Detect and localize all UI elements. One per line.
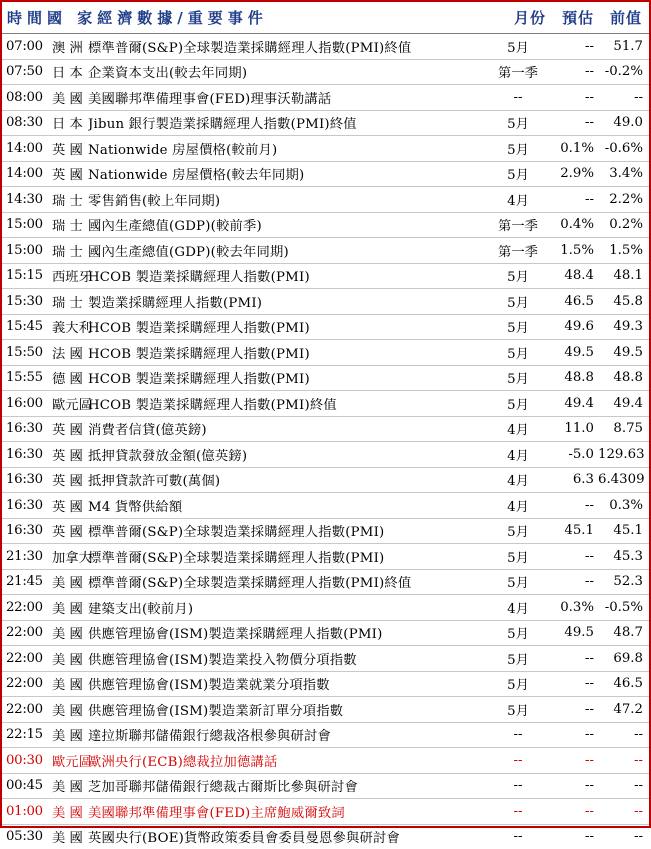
row-previous: 45.1 bbox=[598, 523, 649, 538]
row-event: 建築支出(較前月) bbox=[88, 598, 488, 617]
row-forecast: 0.1% bbox=[548, 141, 598, 156]
table-row bbox=[2, 417, 649, 443]
header-month: 月份 bbox=[507, 7, 553, 28]
row-time: 00:30 bbox=[2, 753, 52, 768]
table-row bbox=[2, 187, 649, 213]
row-time: 15:55 bbox=[2, 370, 52, 385]
row-month: -- bbox=[488, 829, 548, 844]
row-time: 14:00 bbox=[2, 166, 52, 181]
table-row bbox=[2, 570, 649, 596]
row-time: 08:30 bbox=[2, 115, 52, 130]
row-month: 第一季 bbox=[488, 215, 548, 234]
row-country: 法 國 bbox=[52, 343, 88, 362]
row-time: 16:30 bbox=[2, 472, 52, 487]
row-forecast: -- bbox=[548, 549, 598, 564]
row-previous: 6.4309 bbox=[598, 472, 649, 487]
row-country: 加拿大 bbox=[52, 547, 88, 566]
row-previous: -- bbox=[598, 727, 649, 742]
row-country: 瑞 士 bbox=[52, 190, 88, 209]
row-forecast: -- bbox=[548, 574, 598, 589]
row-country: 瑞 士 bbox=[52, 292, 88, 311]
row-previous: -- bbox=[598, 804, 649, 819]
row-time: 22:00 bbox=[2, 625, 52, 640]
row-event: HCOB 製造業採購經理人指數(PMI) bbox=[88, 343, 488, 362]
row-month: 5月 bbox=[488, 572, 548, 591]
row-country: 英 國 bbox=[52, 470, 88, 489]
row-forecast: -- bbox=[548, 804, 598, 819]
row-event: Nationwide 房屋價格(較前月) bbox=[88, 139, 488, 158]
row-event: HCOB 製造業採購經理人指數(PMI) bbox=[88, 368, 488, 387]
table-row bbox=[2, 544, 649, 570]
table-row bbox=[2, 697, 649, 723]
row-previous: 48.8 bbox=[598, 370, 649, 385]
row-previous: 49.5 bbox=[598, 345, 649, 360]
row-previous: 49.3 bbox=[598, 319, 649, 334]
row-previous: 0.3% bbox=[598, 498, 649, 513]
row-forecast: 6.3 bbox=[548, 472, 598, 487]
row-previous: -0.2% bbox=[598, 64, 649, 79]
row-time: 15:30 bbox=[2, 294, 52, 309]
table-row bbox=[2, 595, 649, 621]
row-forecast: -- bbox=[548, 676, 598, 691]
row-previous: 48.7 bbox=[598, 625, 649, 640]
table-row bbox=[2, 162, 649, 188]
table-row bbox=[2, 723, 649, 749]
table-row bbox=[2, 621, 649, 647]
row-event: 國內生產總值(GDP)(較前季) bbox=[88, 215, 488, 234]
row-event: HCOB 製造業採購經理人指數(PMI) bbox=[88, 317, 488, 336]
row-month: 5月 bbox=[488, 674, 548, 693]
row-forecast: 2.9% bbox=[548, 166, 598, 181]
row-time: 22:15 bbox=[2, 727, 52, 742]
row-month: 5月 bbox=[488, 343, 548, 362]
row-time: 15:00 bbox=[2, 243, 52, 258]
table-row bbox=[2, 315, 649, 341]
row-country: 美 國 bbox=[52, 598, 88, 617]
row-month: 5月 bbox=[488, 700, 548, 719]
table-row bbox=[2, 34, 649, 60]
row-country: 美 國 bbox=[52, 572, 88, 591]
row-forecast: -- bbox=[548, 498, 598, 513]
row-time: 15:00 bbox=[2, 217, 52, 232]
row-country: 英 國 bbox=[52, 419, 88, 438]
row-previous: 52.3 bbox=[598, 574, 649, 589]
table-row bbox=[2, 825, 649, 849]
row-country: 歐元區 bbox=[52, 394, 88, 413]
row-forecast: 46.5 bbox=[548, 294, 598, 309]
row-previous: 69.8 bbox=[598, 651, 649, 666]
row-forecast: 49.6 bbox=[548, 319, 598, 334]
row-country: 歐元區 bbox=[52, 751, 88, 770]
row-month: 第一季 bbox=[488, 62, 548, 81]
table-row bbox=[2, 646, 649, 672]
row-event: 國內生產總值(GDP)(較去年同期) bbox=[88, 241, 488, 260]
row-month: -- bbox=[488, 804, 548, 819]
row-country: 英 國 bbox=[52, 496, 88, 515]
row-month: 5月 bbox=[488, 394, 548, 413]
table-body bbox=[2, 34, 649, 849]
row-event: Nationwide 房屋價格(較去年同期) bbox=[88, 164, 488, 183]
row-country: 英 國 bbox=[52, 139, 88, 158]
table-row bbox=[2, 111, 649, 137]
row-month: 5月 bbox=[488, 139, 548, 158]
header-previous: 前值 bbox=[603, 7, 649, 28]
row-month: 5月 bbox=[488, 521, 548, 540]
row-month: 4月 bbox=[488, 470, 548, 489]
row-event: 抵押貸款許可數(萬個) bbox=[88, 470, 488, 489]
row-country: 義大利 bbox=[52, 317, 88, 336]
row-previous: 48.1 bbox=[598, 268, 649, 283]
row-event: 標準普爾(S&P)全球製造業採購經理人指數(PMI)終值 bbox=[88, 37, 488, 56]
row-event: 英國央行(BOE)貨幣政策委員會委員曼恩參與研討會 bbox=[88, 827, 488, 846]
row-time: 08:00 bbox=[2, 90, 52, 105]
row-forecast: 1.5% bbox=[548, 243, 598, 258]
row-time: 07:50 bbox=[2, 64, 52, 79]
row-forecast: 48.4 bbox=[548, 268, 598, 283]
row-previous: 51.7 bbox=[598, 39, 649, 54]
table-header bbox=[2, 2, 649, 34]
table-row bbox=[2, 213, 649, 239]
row-time: 22:00 bbox=[2, 676, 52, 691]
row-forecast: -- bbox=[548, 727, 598, 742]
row-event: 歐洲央行(ECB)總裁拉加德講話 bbox=[88, 751, 488, 770]
row-event: 標準普爾(S&P)全球製造業採購經理人指數(PMI) bbox=[88, 547, 488, 566]
row-month: -- bbox=[488, 90, 548, 105]
row-month: 5月 bbox=[488, 368, 548, 387]
row-month: 5月 bbox=[488, 649, 548, 668]
row-forecast: -- bbox=[548, 778, 598, 793]
row-event: 標準普爾(S&P)全球製造業採購經理人指數(PMI)終值 bbox=[88, 572, 488, 591]
row-previous: -- bbox=[598, 778, 649, 793]
row-country: 美 國 bbox=[52, 725, 88, 744]
row-month: 第一季 bbox=[488, 241, 548, 260]
row-forecast: -- bbox=[548, 192, 598, 207]
row-time: 01:00 bbox=[2, 804, 52, 819]
row-event: M4 貨幣供給額 bbox=[88, 496, 488, 515]
row-forecast: 0.3% bbox=[548, 600, 598, 615]
table-row bbox=[2, 493, 649, 519]
row-forecast: 48.8 bbox=[548, 370, 598, 385]
row-month: 4月 bbox=[488, 496, 548, 515]
row-time: 15:45 bbox=[2, 319, 52, 334]
row-month: 5月 bbox=[488, 547, 548, 566]
row-month: 5月 bbox=[488, 37, 548, 56]
row-country: 美 國 bbox=[52, 700, 88, 719]
row-previous: 0.2% bbox=[598, 217, 649, 232]
row-country: 美 國 bbox=[52, 674, 88, 693]
table-row bbox=[2, 519, 649, 545]
row-forecast: -- bbox=[548, 115, 598, 130]
row-previous: 8.75 bbox=[598, 421, 649, 436]
row-country: 英 國 bbox=[52, 445, 88, 464]
table-row bbox=[2, 366, 649, 392]
row-country: 德 國 bbox=[52, 368, 88, 387]
table-row bbox=[2, 468, 649, 494]
row-month: -- bbox=[488, 727, 548, 742]
row-time: 22:00 bbox=[2, 600, 52, 615]
table-row bbox=[2, 85, 649, 111]
row-previous: 45.3 bbox=[598, 549, 649, 564]
row-month: 5月 bbox=[488, 623, 548, 642]
row-month: 5月 bbox=[488, 164, 548, 183]
row-forecast: 49.5 bbox=[548, 625, 598, 640]
row-month: 5月 bbox=[488, 266, 548, 285]
row-previous: 45.8 bbox=[598, 294, 649, 309]
row-forecast: 0.4% bbox=[548, 217, 598, 232]
row-event: 企業資本支出(較去年同期) bbox=[88, 62, 488, 81]
row-country: 瑞 士 bbox=[52, 215, 88, 234]
row-forecast: -- bbox=[548, 829, 598, 844]
row-time: 21:30 bbox=[2, 549, 52, 564]
row-event: 供應管理協會(ISM)製造業投入物價分項指數 bbox=[88, 649, 488, 668]
row-time: 07:00 bbox=[2, 39, 52, 54]
row-time: 05:30 bbox=[2, 829, 52, 844]
row-previous: 49.4 bbox=[598, 396, 649, 411]
row-country: 英 國 bbox=[52, 521, 88, 540]
table-row bbox=[2, 238, 649, 264]
row-country: 美 國 bbox=[52, 827, 88, 846]
row-event: 供應管理協會(ISM)製造業採購經理人指數(PMI) bbox=[88, 623, 488, 642]
row-country: 日 本 bbox=[52, 62, 88, 81]
row-forecast: 49.5 bbox=[548, 345, 598, 360]
row-month: 5月 bbox=[488, 292, 548, 311]
row-country: 澳 洲 bbox=[52, 37, 88, 56]
row-country: 西班牙 bbox=[52, 266, 88, 285]
row-time: 15:15 bbox=[2, 268, 52, 283]
row-country: 美 國 bbox=[52, 623, 88, 642]
row-time: 22:00 bbox=[2, 702, 52, 717]
row-forecast: -- bbox=[548, 64, 598, 79]
row-previous: 129.63 bbox=[598, 447, 649, 462]
row-previous: -0.5% bbox=[598, 600, 649, 615]
row-event: 美國聯邦準備理事會(FED)主席鮑威爾致詞 bbox=[88, 802, 488, 821]
row-forecast: -- bbox=[548, 651, 598, 666]
row-forecast: -- bbox=[548, 753, 598, 768]
row-country: 瑞 士 bbox=[52, 241, 88, 260]
row-event: 消費者信貸(億英鎊) bbox=[88, 419, 488, 438]
table-row bbox=[2, 442, 649, 468]
row-time: 14:00 bbox=[2, 141, 52, 156]
row-event: 達拉斯聯邦儲備銀行總裁洛根參與研討會 bbox=[88, 725, 488, 744]
table-row bbox=[2, 672, 649, 698]
row-time: 22:00 bbox=[2, 651, 52, 666]
table-row bbox=[2, 60, 649, 86]
table-row bbox=[2, 748, 649, 774]
row-month: 5月 bbox=[488, 317, 548, 336]
row-forecast: -- bbox=[548, 702, 598, 717]
row-event: 供應管理協會(ISM)製造業新訂單分項指數 bbox=[88, 700, 488, 719]
row-forecast: 49.4 bbox=[548, 396, 598, 411]
row-previous: -- bbox=[598, 90, 649, 105]
table-row bbox=[2, 391, 649, 417]
row-forecast: 11.0 bbox=[548, 421, 598, 436]
row-time: 15:50 bbox=[2, 345, 52, 360]
row-month: 4月 bbox=[488, 598, 548, 617]
row-country: 英 國 bbox=[52, 164, 88, 183]
row-event: 抵押貸款發放金額(億英鎊) bbox=[88, 445, 488, 464]
row-time: 21:45 bbox=[2, 574, 52, 589]
row-time: 00:45 bbox=[2, 778, 52, 793]
row-month: 4月 bbox=[488, 445, 548, 464]
row-previous: 2.2% bbox=[598, 192, 649, 207]
table-row bbox=[2, 340, 649, 366]
row-country: 日 本 bbox=[52, 113, 88, 132]
row-month: 4月 bbox=[488, 419, 548, 438]
table-row bbox=[2, 264, 649, 290]
row-time: 16:30 bbox=[2, 447, 52, 462]
row-month: 5月 bbox=[488, 113, 548, 132]
row-event: HCOB 製造業採購經理人指數(PMI) bbox=[88, 266, 488, 285]
row-previous: -0.6% bbox=[598, 141, 649, 156]
header-time-country-event: 時間國 家經濟數據/重要事件 bbox=[7, 7, 507, 28]
row-month: -- bbox=[488, 753, 548, 768]
row-forecast: 45.1 bbox=[548, 523, 598, 538]
row-event: HCOB 製造業採購經理人指數(PMI)終值 bbox=[88, 394, 488, 413]
row-time: 14:30 bbox=[2, 192, 52, 207]
row-previous: 3.4% bbox=[598, 166, 649, 181]
row-event: 美國聯邦準備理事會(FED)理事沃勒講話 bbox=[88, 88, 488, 107]
table-row bbox=[2, 289, 649, 315]
table-row bbox=[2, 136, 649, 162]
row-event: 供應管理協會(ISM)製造業就業分項指數 bbox=[88, 674, 488, 693]
row-previous: 1.5% bbox=[598, 243, 649, 258]
row-event: 標準普爾(S&P)全球製造業採購經理人指數(PMI) bbox=[88, 521, 488, 540]
row-country: 美 國 bbox=[52, 802, 88, 821]
row-month: 4月 bbox=[488, 190, 548, 209]
header-forecast: 預估 bbox=[553, 7, 603, 28]
row-time: 16:30 bbox=[2, 421, 52, 436]
row-event: 芝加哥聯邦儲備銀行總裁古爾斯比參與研討會 bbox=[88, 776, 488, 795]
row-forecast: -- bbox=[548, 90, 598, 105]
row-event: 製造業採購經理人指數(PMI) bbox=[88, 292, 488, 311]
row-country: 美 國 bbox=[52, 88, 88, 107]
row-previous: 49.0 bbox=[598, 115, 649, 130]
row-country: 美 國 bbox=[52, 649, 88, 668]
row-previous: 47.2 bbox=[598, 702, 649, 717]
row-event: 零售銷售(較上年同期) bbox=[88, 190, 488, 209]
row-forecast: -5.0 bbox=[548, 447, 598, 462]
row-month: -- bbox=[488, 778, 548, 793]
row-time: 16:30 bbox=[2, 498, 52, 513]
table-row bbox=[2, 799, 649, 825]
row-country: 美 國 bbox=[52, 776, 88, 795]
row-time: 16:00 bbox=[2, 396, 52, 411]
row-forecast: -- bbox=[548, 39, 598, 54]
row-previous: -- bbox=[598, 753, 649, 768]
table-row bbox=[2, 774, 649, 800]
row-event: Jibun 銀行製造業採購經理人指數(PMI)終值 bbox=[88, 113, 488, 132]
row-time: 16:30 bbox=[2, 523, 52, 538]
row-previous: -- bbox=[598, 829, 649, 844]
row-previous: 46.5 bbox=[598, 676, 649, 691]
